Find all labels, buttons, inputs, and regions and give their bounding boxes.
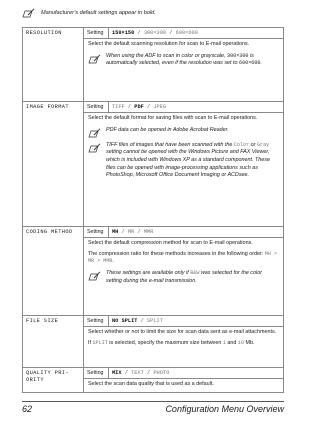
quality-priority-name: QUALITY PRI-ORITY: [23, 368, 84, 393]
quality-priority-setting-label: Setting: [84, 368, 109, 379]
image-format-description: Select the default format for saving files with scan to E-mail operations.: [88, 115, 258, 121]
resolution-note-code: 300×300: [227, 52, 249, 59]
resolution-note-post: .: [260, 60, 262, 67]
coding-method-order-text: [88, 251, 279, 266]
resolution-note-code2: 600×600: [239, 60, 261, 67]
resolution-value-150: 150×150: [112, 30, 135, 36]
resolution-value-300: 300×300: [143, 30, 167, 36]
image-format-values: TIFF / PDF / JPEG: [109, 102, 284, 113]
coding-method-value-mh: MH: [112, 229, 119, 235]
image-format-note-tiff-gray: Gray: [256, 141, 270, 148]
image-format-note-pdf-text: PDF data can be opened in Adobe Acrobat Reader.: [106, 126, 229, 133]
file-size-description: Select whether or not to limit the size for scan data sent as e-mail attachments.: [88, 329, 277, 335]
footer-divider: [22, 401, 284, 402]
file-size-split-mid: is selected, specify the maximum size between: [107, 339, 223, 346]
image-format-setting-row: [23, 102, 284, 113]
default-settings-note-text: Manufacturer’s default settings appear in bold.: [41, 10, 156, 16]
coding-method-note-post: was selected for the color setting during the e-mail transmission.: [106, 270, 262, 284]
file-size-split-mid2: and: [225, 339, 238, 346]
quality-priority-description: Select the scan data quality that is used as a default.: [88, 381, 214, 387]
resolution-note-mid: is automatically selected, even if the resolution was set to: [106, 52, 254, 67]
note-pencil-icon: [88, 271, 101, 281]
coding-method-note-pre: These settings are available only if: [106, 270, 191, 277]
quality-priority-description-cell: [84, 379, 284, 393]
resolution-setting-row: [23, 28, 284, 39]
file-size-value-no-split: NO SPLIT: [112, 318, 138, 324]
file-size-setting-row: [23, 316, 284, 327]
coding-method-note: [88, 270, 279, 285]
note-pencil-icon: [88, 54, 101, 64]
resolution-description: Select the default scanning resolution for scan to E-mail operations.: [88, 41, 250, 47]
resolution-note: [88, 53, 279, 68]
default-settings-note: [22, 2, 284, 24]
file-size-split-pre: If: [88, 339, 93, 346]
resolution-description-cell: [84, 39, 284, 102]
coding-method-values: MH / MR / MMR: [109, 227, 284, 238]
file-size-name: FILE SIZE: [23, 316, 84, 368]
coding-method-order-code: MH > MR > MMR: [88, 250, 278, 265]
image-format-note-tiff-post: setting cannot be opened with the Windows Picture and FAX Viewer, which is included with Windows XP as a standard component. These files can be opened with image-processing applications such as PhotoShop, Microsoft Office Document Imaging or ACDsee.: [106, 149, 270, 179]
page-footer: [22, 404, 284, 414]
coding-method-note-code: B&W: [190, 270, 200, 277]
footer-title: Configuration Menu Overview: [165, 404, 284, 414]
coding-method-value-mr: MR: [127, 229, 135, 235]
quality-priority-values: MIX / TEXT / PHOTO: [109, 368, 284, 379]
note-pencil-icon: [88, 128, 101, 138]
resolution-value-600: 600×600: [175, 30, 198, 36]
resolution-note-pre: When using the ADF to scan in color or grayscale,: [106, 52, 228, 59]
settings-table: [22, 27, 284, 393]
resolution-name: RESOLUTION: [23, 28, 84, 102]
file-size-split-post: Mb.: [244, 339, 255, 346]
image-format-value-pdf: PDF: [134, 104, 144, 110]
image-format-note-tiff: [88, 142, 279, 180]
image-format-description-cell: [84, 113, 284, 227]
coding-method-description-cell: [84, 238, 284, 316]
quality-priority-value-mix: MIX: [112, 370, 122, 376]
file-size-max-code: 10: [237, 339, 245, 346]
page-number: 62: [22, 404, 33, 414]
resolution-setting-label: Setting: [84, 28, 109, 39]
resolution-values: 150×150 / 300×300 / 600×600: [109, 28, 284, 39]
image-format-note-pdf: [88, 127, 279, 138]
image-format-note-tiff-mid: or: [249, 141, 257, 148]
quality-priority-setting-row: [23, 368, 284, 379]
image-format-value-tiff: TIFF: [112, 104, 125, 110]
image-format-setting-label: Setting: [84, 102, 109, 113]
coding-method-value-mmr: MMR: [143, 229, 154, 235]
coding-method-setting-label: Setting: [84, 227, 109, 238]
image-format-name: IMAGE FORMAT: [23, 102, 84, 227]
coding-method-setting-row: [23, 227, 284, 238]
coding-method-description: Select the default compression method for scan to E-mail operations.: [88, 240, 253, 246]
coding-method-order-pre: The compression ratio for these methods increases in the following order:: [88, 250, 265, 257]
file-size-min-code: 1: [222, 339, 226, 346]
image-format-note-tiff-color: Color: [233, 141, 250, 148]
image-format-value-jpeg: JPEG: [153, 104, 167, 110]
quality-priority-value-photo: PHOTO: [153, 370, 170, 376]
file-size-split-code: SPLIT: [92, 339, 108, 346]
file-size-value-split: SPLIT: [146, 318, 163, 324]
file-size-description-cell: [84, 327, 284, 368]
quality-priority-value-text: TEXT: [131, 370, 144, 376]
file-size-split-text: [88, 340, 279, 348]
file-size-values: NO SPLIT / SPLIT: [109, 316, 284, 327]
coding-method-name: CODING METHOD: [23, 227, 84, 316]
coding-method-order-post: .: [112, 258, 114, 265]
note-pencil-icon: [22, 8, 35, 18]
file-size-setting-label: Setting: [84, 316, 109, 327]
image-format-note-tiff-pre: TIFF files of images that have been scanned with the: [106, 141, 234, 148]
note-pencil-icon: [88, 143, 101, 153]
